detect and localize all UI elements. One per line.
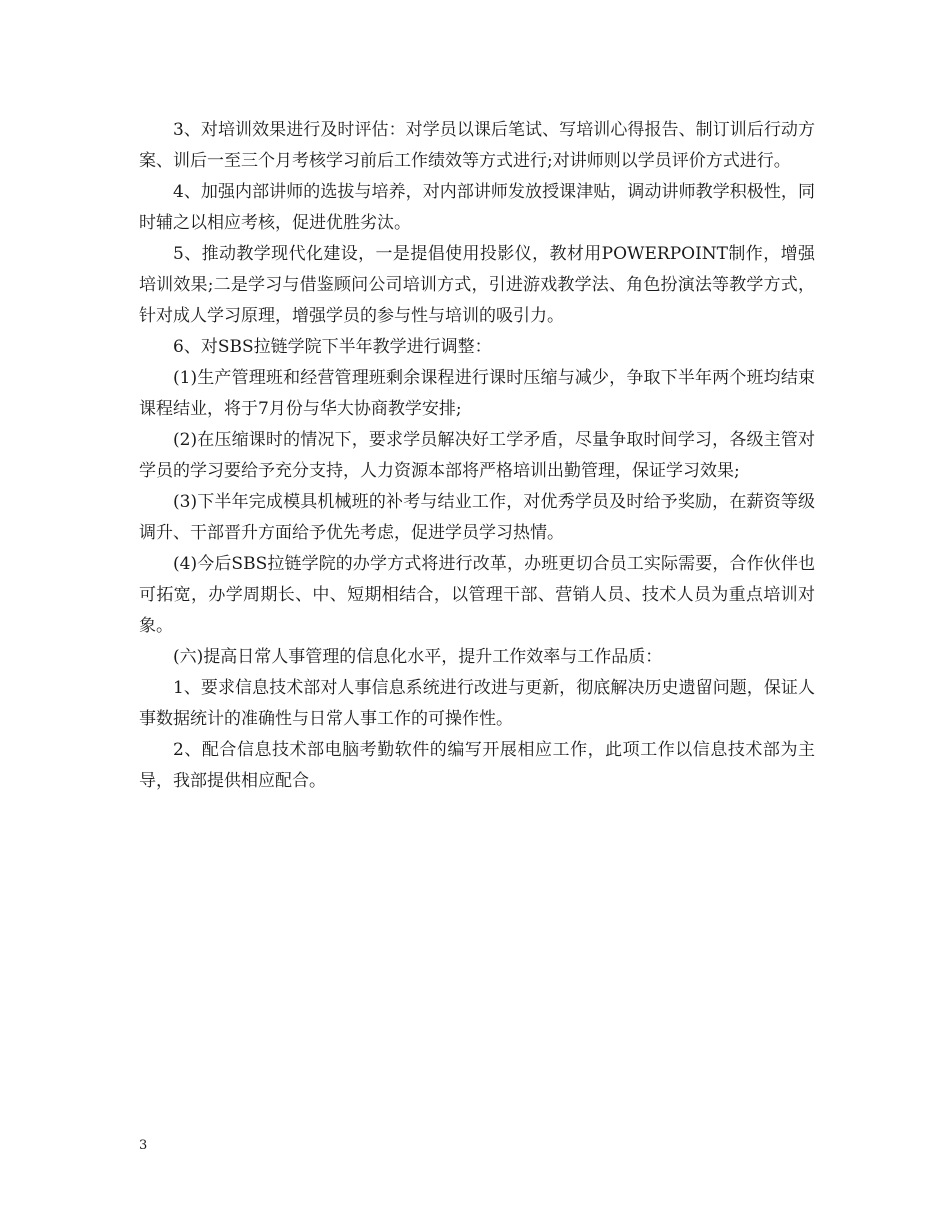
- paragraph-item-1: (1)生产管理班和经营管理班剩余课程进行课时压缩与减少，争取下半年两个班均结束课程结业，将于7月份与华大协商教学安排;: [139, 368, 815, 419]
- paragraph-teaching-modernization: 5、推动教学现代化建设，一是提倡使用投影仪，教材用POWERPOINT制作，增强培训效果;二是学习与借鉴顾问公司培训方式，引进游戏教学法、角色扮演法等教学方式，针对成人学习原理，增强学员的参与性与培训的吸引力。: [139, 244, 815, 326]
- document-body: [139, 115, 815, 797]
- page-number: 3: [139, 1138, 148, 1153]
- paragraph-item-3: (3)下半年完成模具机械班的补考与结业工作，对优秀学员及时给予奖励，在薪资等级调升、干部晋升方面给予优先考虑，促进学员学习热情。: [139, 492, 815, 543]
- paragraph-sbs-adjustment: 6、对SBS拉链学院下半年教学进行调整：: [173, 337, 492, 357]
- paragraph-item-4: (4)今后SBS拉链学院的办学方式将进行改革，办班更切合员工实际需要，合作伙伴也可拓宽，办学周期长、中、短期相结合，以管理干部、营销人员、技术人员为重点培训对象。: [139, 554, 815, 636]
- paragraph-internal-lecturers: 4、加强内部讲师的选拔与培养，对内部讲师发放授课津贴，调动讲师教学积极性，同时辅之以相应考核，促进优胜劣汰。: [139, 182, 815, 233]
- paragraph-training-evaluation: 3、对培训效果进行及时评估：对学员以课后笔试、写培训心得报告、制订训后行动方案、训后一至三个月考核学习前后工作绩效等方式进行;对讲师则以学员评价方式进行。: [139, 120, 815, 171]
- section-heading-six: (六)提高日常人事管理的信息化水平，提升工作效率与工作品质：: [173, 647, 663, 667]
- paragraph-attendance-software: 2、配合信息技术部电脑考勤软件的编写开展相应工作，此项工作以信息技术部为主导，我部提供相应配合。: [139, 740, 815, 791]
- paragraph-hr-system: 1、要求信息技术部对人事信息系统进行改进与更新，彻底解决历史遗留问题，保证人事数据统计的准确性与日常人事工作的可操作性。: [139, 678, 815, 729]
- paragraph-item-2: (2)在压缩课时的情况下，要求学员解决好工学矛盾，尽量争取时间学习，各级主管对学员的学习要给予充分支持，人力资源本部将严格培训出勤管理，保证学习效果;: [139, 430, 815, 481]
